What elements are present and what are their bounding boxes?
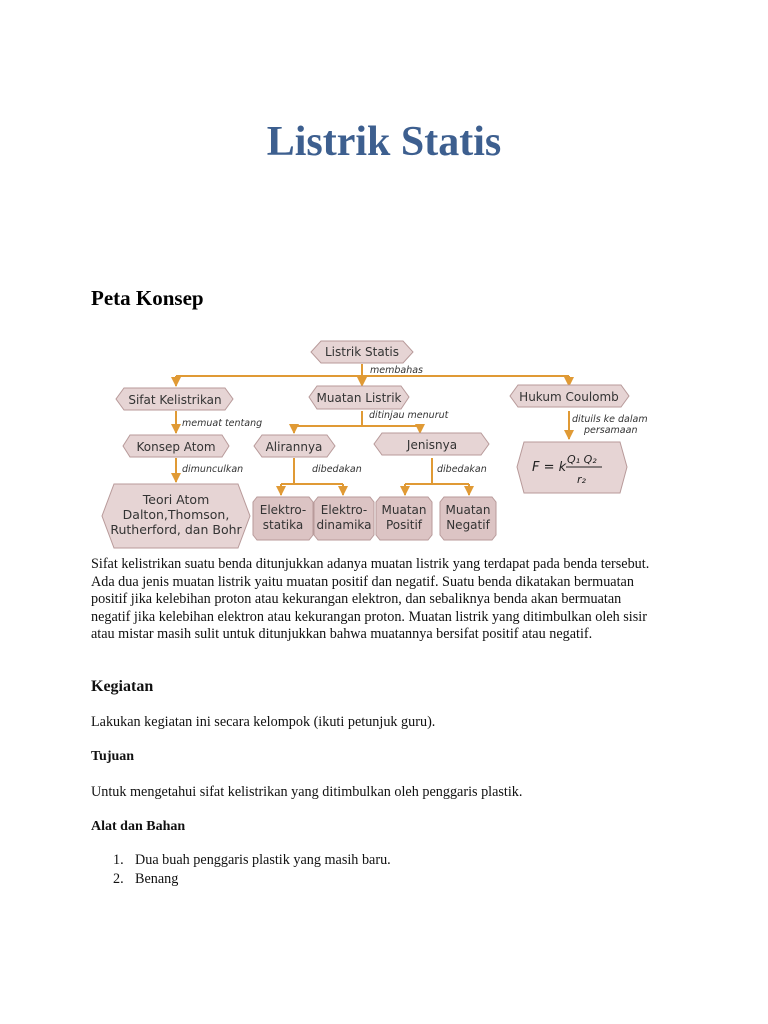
- connector-lines: [176, 364, 569, 495]
- body-paragraph: Sifat kelistrikan suatu benda ditunjukkan adanya muatan listrik yang terdapat pada benda tersebut. Ada dua jenis muatan listrik yaitu muatan positif dan negatif. Suatu benda dikatakan bermuatan positif jika kelebihan proton atau kekurangan elektron, dan sebaliknya benda akan bermuatan negatif jika kelebihan elektron atau kekurangan proton. Muatan listrik yang ditimbulkan oleh sisir atau mistar masih sulit untuk ditunjukkan bahwa muatannya bersifat positif atau negatif.: [91, 556, 650, 642]
- node-muatan-positif: [376, 497, 432, 540]
- link-label-memuat-tentang: memuat tentang: [182, 418, 263, 429]
- node-label: Jenisnya: [406, 438, 458, 452]
- node-label: Alirannya: [265, 440, 323, 454]
- node-elektrostatika: [253, 497, 313, 540]
- node-sifat-kelistrikan: [116, 388, 233, 410]
- node-label-line2: Positif: [386, 518, 422, 532]
- node-label-line1: Muatan: [381, 503, 427, 517]
- link-label-dibedakan-aliran: dibedakan: [312, 464, 362, 475]
- section-heading-alat-bahan: Alat dan Bahan: [91, 819, 186, 834]
- node-label-line2: statika: [262, 518, 304, 532]
- section-heading-kegiatan: Kegiatan: [91, 678, 154, 695]
- link-label-dituils: dituils ke dalam: [572, 414, 648, 425]
- concept-map: [92, 332, 648, 550]
- node-label: Muatan Listrik: [316, 391, 402, 405]
- node-label: Sifat Kelistrikan: [128, 393, 222, 407]
- node-label-line1: Teori Atom: [142, 492, 210, 507]
- node-jenisnya: [374, 433, 489, 455]
- node-konsep-atom: [123, 435, 229, 457]
- node-elektrodinamika: [314, 497, 374, 540]
- list-item-text: Benang: [135, 871, 179, 887]
- kegiatan-text: Lakukan kegiatan ini secara kelompok (ikuti petunjuk guru).: [91, 714, 436, 730]
- formula-denominator: r₂: [577, 473, 586, 486]
- section-heading-tujuan: Tujuan: [91, 749, 135, 764]
- node-label-line2: dinamika: [316, 518, 372, 532]
- node-hukum-coulomb: [510, 385, 629, 407]
- node-label-line2: Negatif: [446, 518, 490, 532]
- node-alirannya: [254, 435, 335, 457]
- tujuan-text: Untuk mengetahui sifat kelistrikan yang ditimbulkan oleh penggaris plastik.: [91, 784, 523, 800]
- section-heading-peta-konsep: Peta Konsep: [91, 286, 204, 310]
- list-item-number: 1.: [113, 852, 124, 868]
- link-label-dibedakan-jenis: dibedakan: [437, 464, 487, 475]
- node-muatan-listrik: [309, 386, 409, 409]
- link-label-ditinjau-menurut: ditinjau menurut: [369, 410, 449, 421]
- list-item-text: Dua buah penggaris plastik yang masih baru.: [135, 852, 391, 868]
- node-label: Konsep Atom: [136, 440, 216, 454]
- node-coulomb-formula: [517, 442, 627, 493]
- node-listrik-statis: [311, 341, 413, 363]
- link-label-persamaan: persamaan: [584, 425, 638, 436]
- list-item: [91, 852, 391, 871]
- formula-lhs: F = k: [532, 460, 567, 475]
- list-item-number: 2.: [113, 871, 124, 887]
- link-label-dimunculkan: dimunculkan: [182, 464, 244, 475]
- node-label: Listrik Statis: [325, 345, 399, 359]
- list-item: [91, 871, 391, 890]
- node-label-line1: Muatan: [445, 503, 491, 517]
- document-title: Listrik Statis: [266, 119, 502, 165]
- node-label-line2: Dalton,Thomson,: [122, 507, 230, 522]
- formula-numerator: Q₁ Q₂: [567, 453, 597, 466]
- node-label: Hukum Coulomb: [519, 390, 619, 404]
- link-label-membahas: membahas: [370, 365, 423, 376]
- node-label-line3: Rutherford, dan Bohr: [110, 522, 242, 537]
- node-teori-atom: [102, 484, 250, 548]
- node-muatan-negatif: [440, 497, 496, 540]
- alat-bahan-list: [91, 852, 391, 890]
- node-label-line1: Elektro-: [259, 503, 307, 517]
- node-label-line1: Elektro-: [320, 503, 368, 517]
